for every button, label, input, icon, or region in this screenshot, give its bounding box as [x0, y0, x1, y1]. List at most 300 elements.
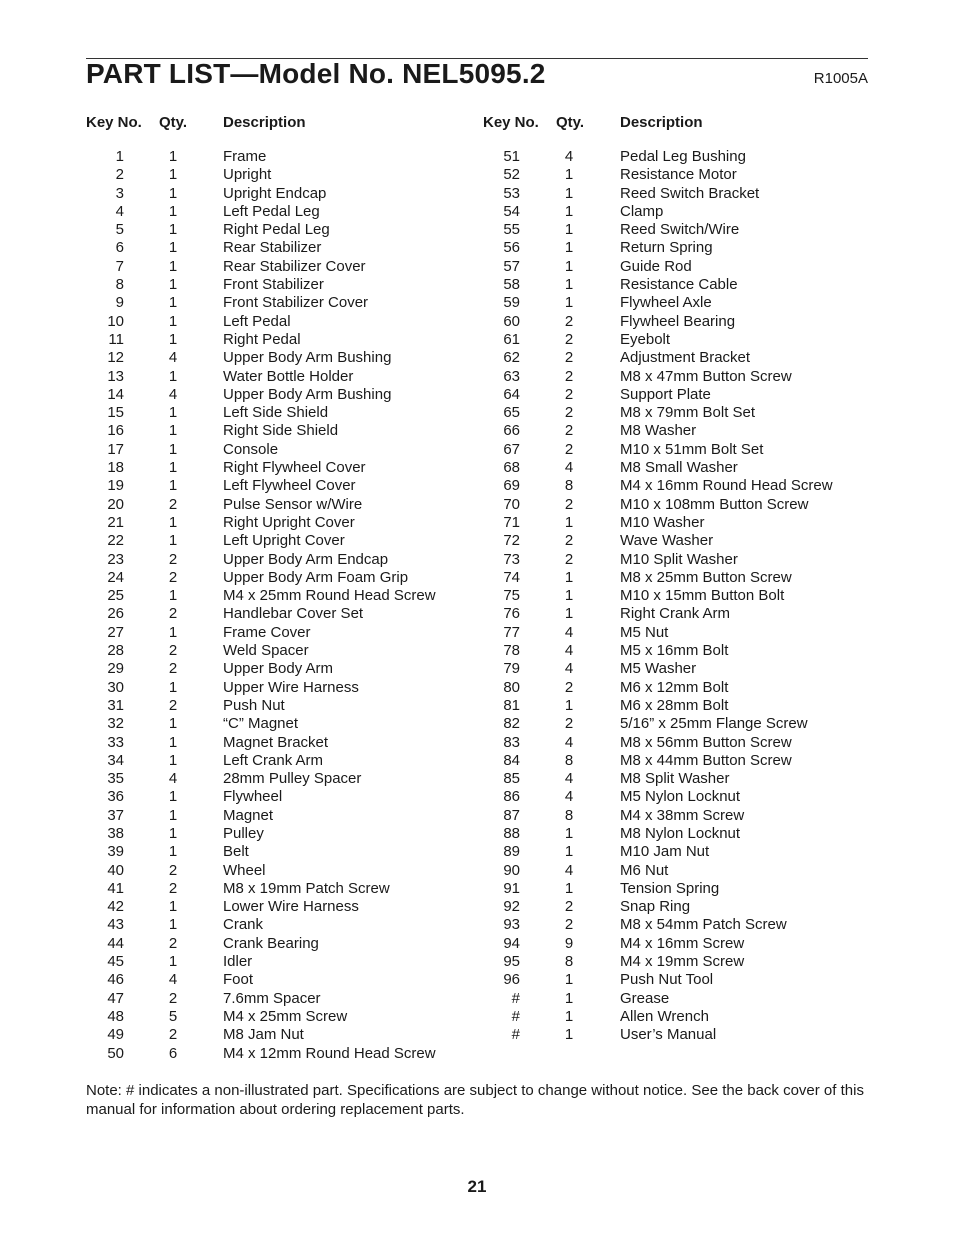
quantity: 1 — [564, 843, 574, 861]
part-description: Reed Switch Bracket — [620, 184, 760, 202]
key-number: 8 — [115, 276, 124, 294]
quantity: 2 — [564, 312, 574, 330]
key-number: 87 — [503, 806, 520, 824]
part-description: Weld Spacer — [223, 642, 309, 660]
part-description: Belt — [223, 843, 249, 861]
key-number: 90 — [503, 861, 520, 879]
part-description: Upper Body Arm Foam Grip — [223, 568, 409, 586]
quantity: 1 — [564, 276, 574, 294]
key-number: 68 — [503, 459, 520, 477]
quantity: 1 — [564, 879, 574, 897]
key-number: 9 — [115, 294, 124, 312]
key-number: 7 — [115, 257, 124, 275]
quantity: 1 — [168, 678, 178, 696]
part-description: Clamp — [620, 202, 664, 220]
key-number: 84 — [503, 751, 520, 769]
part-description: M8 Nylon Locknut — [620, 824, 741, 842]
key-number: 37 — [107, 806, 124, 824]
part-description: Resistance Cable — [620, 276, 738, 294]
key-number: 65 — [503, 404, 520, 422]
quantity: 4 — [564, 770, 574, 788]
part-description: Magnet — [223, 806, 274, 824]
part-description: Right Pedal Leg — [223, 221, 330, 239]
key-number: 21 — [107, 513, 124, 531]
part-description: Left Upright Cover — [223, 532, 345, 550]
key-number: 61 — [503, 330, 520, 348]
part-description: M10 Jam Nut — [620, 843, 710, 861]
part-description: Front Stabilizer Cover — [223, 294, 369, 312]
quantity: 2 — [168, 605, 178, 623]
quantity: 1 — [168, 166, 178, 184]
quantity: 2 — [168, 696, 178, 714]
quantity: 1 — [168, 513, 178, 531]
quantity: 1 — [168, 330, 178, 348]
key-number: 23 — [107, 550, 124, 568]
quantity: 1 — [168, 587, 178, 605]
key-number: 95 — [503, 953, 520, 971]
part-description: M8 Washer — [620, 422, 697, 440]
quantity: 1 — [168, 367, 178, 385]
part-description: M10 x 51mm Bolt Set — [620, 440, 764, 458]
part-description: Reed Switch/Wire — [620, 221, 740, 239]
document-code: R1005A — [813, 70, 868, 87]
key-number: 76 — [503, 605, 520, 623]
part-description: M6 Nut — [620, 861, 669, 879]
quantity: 1 — [168, 422, 178, 440]
key-number: 27 — [107, 623, 124, 641]
part-description: M4 x 25mm Screw — [223, 1007, 348, 1025]
part-description: Allen Wrench — [620, 1007, 709, 1025]
part-description: M10 x 15mm Button Bolt — [620, 587, 785, 605]
quantity: 1 — [168, 715, 178, 733]
quantity: 4 — [168, 971, 178, 989]
quantity: 2 — [564, 404, 574, 422]
quantity: 6 — [168, 1044, 178, 1062]
quantity: 2 — [168, 879, 178, 897]
part-description: Flywheel Bearing — [620, 312, 736, 330]
part-description: Frame Cover — [223, 623, 311, 641]
key-number: 40 — [107, 861, 124, 879]
part-description: 28mm Pulley Spacer — [223, 770, 362, 788]
key-number: 67 — [503, 440, 520, 458]
quantity: 9 — [564, 934, 574, 952]
quantity: 2 — [168, 934, 178, 952]
part-description: Wheel — [223, 861, 266, 879]
part-description: Water Bottle Holder — [223, 367, 354, 385]
part-description: Foot — [223, 971, 254, 989]
quantity: 2 — [564, 330, 574, 348]
key-number: 50 — [107, 1044, 124, 1062]
part-description: Crank — [223, 916, 264, 934]
key-number: 3 — [115, 184, 124, 202]
part-description: M4 x 19mm Screw — [620, 953, 745, 971]
quantity: 2 — [564, 440, 574, 458]
quantity: 1 — [564, 1026, 574, 1044]
part-description: Adjustment Bracket — [620, 349, 751, 367]
part-description: Idler — [223, 953, 253, 971]
part-description: Upright Endcap — [223, 184, 327, 202]
key-number: 43 — [107, 916, 124, 934]
key-number: 35 — [107, 770, 124, 788]
part-description: Pulley — [223, 824, 264, 842]
part-description: Upper Body Arm Bushing — [223, 385, 392, 403]
quantity: 1 — [564, 696, 574, 714]
key-number: 83 — [503, 733, 520, 751]
quantity: 8 — [564, 806, 574, 824]
key-number: 77 — [503, 623, 520, 641]
part-description: Return Spring — [620, 239, 713, 257]
key-number: 54 — [503, 202, 520, 220]
key-number: 79 — [503, 660, 520, 678]
part-description: M4 x 25mm Round Head Screw — [223, 587, 436, 605]
quantity: 4 — [564, 642, 574, 660]
key-number: 53 — [503, 184, 520, 202]
part-description: Tension Spring — [620, 879, 720, 897]
key-number: 60 — [503, 312, 520, 330]
quantity: 2 — [168, 568, 178, 586]
quantity: 1 — [564, 587, 574, 605]
part-description: Support Plate — [620, 385, 711, 403]
part-description: M8 Split Washer — [620, 770, 730, 788]
page-title: PART LIST—Model No. NEL5095.2 — [86, 58, 546, 89]
part-description: Pedal Leg Bushing — [620, 148, 746, 165]
quantity: 1 — [168, 953, 178, 971]
part-description: Wave Washer — [620, 532, 714, 550]
part-description: M8 x 79mm Bolt Set — [620, 404, 756, 422]
part-description: M4 x 16mm Round Head Screw — [620, 477, 833, 495]
part-description: Magnet Bracket — [223, 733, 329, 751]
key-number: 26 — [107, 605, 124, 623]
key-number: 24 — [107, 568, 124, 586]
part-description: M8 x 19mm Patch Screw — [223, 879, 390, 897]
part-description: M4 x 16mm Screw — [620, 934, 745, 952]
key-number: 5 — [115, 221, 124, 239]
quantity: 1 — [168, 623, 178, 641]
key-number: 25 — [107, 587, 124, 605]
key-number: 85 — [503, 770, 520, 788]
quantity: 4 — [168, 349, 178, 367]
quantity: 1 — [168, 733, 178, 751]
key-number: 36 — [107, 788, 124, 806]
quantity: 1 — [168, 843, 178, 861]
quantity: 4 — [564, 623, 574, 641]
part-description: Crank Bearing — [223, 934, 319, 952]
key-number: 66 — [503, 422, 520, 440]
key-header: Key No. — [483, 114, 539, 131]
key-number: 88 — [503, 824, 520, 842]
quantity: 1 — [564, 513, 574, 531]
part-description: M8 x 47mm Button Screw — [620, 367, 792, 385]
quantity: 2 — [564, 422, 574, 440]
quantity: 1 — [564, 824, 574, 842]
key-number: 89 — [503, 843, 520, 861]
key-number: 59 — [503, 294, 520, 312]
part-description: Right Pedal — [223, 330, 301, 348]
key-number: 91 — [503, 879, 520, 897]
part-description: M8 x 54mm Patch Screw — [620, 916, 787, 934]
part-description: Rear Stabilizer — [223, 239, 322, 257]
part-description: M5 Washer — [620, 660, 697, 678]
quantity: 2 — [564, 550, 574, 568]
key-number: 47 — [107, 989, 124, 1007]
quantity: 2 — [564, 715, 574, 733]
quantity: 8 — [564, 953, 574, 971]
part-description: Upper Body Arm — [223, 660, 334, 678]
key-number: 30 — [107, 678, 124, 696]
key-number: 62 — [503, 349, 520, 367]
part-description: Handlebar Cover Set — [223, 605, 364, 623]
description-header: Description — [620, 114, 703, 131]
part-description: M5 Nylon Locknut — [620, 788, 741, 806]
key-number: 11 — [108, 330, 124, 348]
key-number: 2 — [115, 166, 124, 184]
quantity: 4 — [564, 733, 574, 751]
key-number: # — [511, 1007, 520, 1025]
part-description: Left Flywheel Cover — [223, 477, 356, 495]
part-description: Flywheel Axle — [620, 294, 712, 312]
key-number: 96 — [503, 971, 520, 989]
quantity: 1 — [168, 477, 178, 495]
quantity: 2 — [564, 678, 574, 696]
part-description: 5/16” x 25mm Flange Screw — [620, 715, 808, 733]
key-number: 48 — [107, 1007, 124, 1025]
quantity: 1 — [168, 294, 178, 312]
key-number: 18 — [107, 459, 124, 477]
part-description: Snap Ring — [620, 898, 691, 916]
key-number: 49 — [107, 1026, 124, 1044]
part-description: M8 Jam Nut — [223, 1026, 304, 1044]
key-number: 32 — [107, 715, 124, 733]
key-number: 75 — [503, 587, 520, 605]
part-description: Right Side Shield — [223, 422, 339, 440]
part-description: M5 x 16mm Bolt — [620, 642, 729, 660]
key-number: 73 — [503, 550, 520, 568]
quantity: 4 — [564, 459, 574, 477]
quantity: 1 — [168, 184, 178, 202]
part-description: M10 x 108mm Button Screw — [620, 495, 809, 513]
part-description: Left Crank Arm — [223, 751, 324, 769]
key-number: 31 — [107, 696, 124, 714]
quantity: 2 — [168, 642, 178, 660]
part-description: Left Pedal — [223, 312, 291, 330]
key-number: # — [511, 1026, 520, 1044]
key-number: 12 — [107, 349, 124, 367]
key-number: 20 — [107, 495, 124, 513]
quantity: 1 — [168, 257, 178, 275]
part-description: Right Upright Cover — [223, 513, 355, 531]
key-number: 22 — [107, 532, 124, 550]
key-number: 81 — [503, 696, 520, 714]
key-number: 38 — [107, 824, 124, 842]
key-number: 93 — [503, 916, 520, 934]
key-number: 39 — [107, 843, 124, 861]
quantity: 2 — [168, 660, 178, 678]
key-number: 80 — [503, 678, 520, 696]
quantity: 1 — [168, 440, 178, 458]
part-description: Eyebolt — [620, 330, 671, 348]
quantity: 8 — [564, 477, 574, 495]
key-number: 13 — [107, 367, 124, 385]
quantity: 8 — [564, 751, 574, 769]
quantity: 1 — [564, 294, 574, 312]
key-number: 63 — [503, 367, 520, 385]
key-number: 41 — [107, 879, 124, 897]
quantity: 2 — [564, 916, 574, 934]
key-number: 33 — [107, 733, 124, 751]
part-description: Frame — [223, 148, 267, 165]
part-description: Rear Stabilizer Cover — [223, 257, 366, 275]
part-description: Flywheel — [223, 788, 283, 806]
quantity: 4 — [564, 788, 574, 806]
quantity: 2 — [564, 532, 574, 550]
part-description: M6 x 12mm Bolt — [620, 678, 729, 696]
key-number: 55 — [503, 221, 520, 239]
quantity: 1 — [168, 824, 178, 842]
quantity: 1 — [564, 166, 574, 184]
key-number: 57 — [503, 257, 520, 275]
quantity: 4 — [168, 385, 178, 403]
key-number: 19 — [107, 477, 124, 495]
part-description: M5 Nut — [620, 623, 669, 641]
quantity: 2 — [168, 495, 178, 513]
quantity: 5 — [168, 1007, 178, 1025]
quantity: 4 — [564, 861, 574, 879]
key-number: 82 — [503, 715, 520, 733]
quantity: 1 — [168, 459, 178, 477]
key-number: 10 — [107, 312, 124, 330]
key-number: 4 — [115, 202, 124, 220]
page-number: 21 — [467, 1177, 487, 1196]
part-description: M10 Split Washer — [620, 550, 738, 568]
part-description: Push Nut — [223, 696, 285, 714]
key-number: 70 — [503, 495, 520, 513]
part-description: Lower Wire Harness — [223, 898, 359, 916]
quantity: 2 — [564, 898, 574, 916]
part-description: Front Stabilizer — [223, 276, 324, 294]
quantity: 2 — [564, 349, 574, 367]
key-number: 16 — [107, 422, 124, 440]
part-description: M8 x 44mm Button Screw — [620, 751, 792, 769]
part-description: Left Pedal Leg — [223, 202, 320, 220]
footnote: Note: # indicates a non-illustrated part. Specifications are subject to change without notice. See the back cover of this manual for information about ordering replacement parts. — [86, 1082, 864, 1118]
key-number: 74 — [503, 568, 520, 586]
qty-header: Qty. — [159, 114, 188, 131]
part-description: M4 x 12mm Round Head Screw — [223, 1044, 436, 1062]
part-description: Console — [223, 440, 279, 458]
key-number: 51 — [503, 148, 520, 165]
key-header: Key No. — [86, 114, 142, 131]
quantity: 2 — [564, 385, 574, 403]
quantity: 1 — [168, 751, 178, 769]
part-description: Push Nut Tool — [620, 971, 714, 989]
key-number: 72 — [503, 532, 520, 550]
part-description: M4 x 38mm Screw — [620, 806, 745, 824]
key-number: 1 — [115, 148, 124, 165]
quantity: 1 — [564, 184, 574, 202]
key-number: 52 — [503, 166, 520, 184]
quantity: 2 — [168, 989, 178, 1007]
quantity: 1 — [168, 221, 178, 239]
key-number: 86 — [503, 788, 520, 806]
part-description: Upper Body Arm Endcap — [223, 550, 389, 568]
key-number: 64 — [503, 385, 520, 403]
quantity: 1 — [564, 257, 574, 275]
quantity: 2 — [168, 861, 178, 879]
key-number: 46 — [107, 971, 124, 989]
part-description: Pulse Sensor w/Wire — [223, 495, 363, 513]
quantity: 4 — [564, 660, 574, 678]
part-description: User’s Manual — [620, 1026, 717, 1044]
part-description: Resistance Motor — [620, 166, 737, 184]
quantity: 2 — [168, 550, 178, 568]
quantity: 1 — [564, 202, 574, 220]
quantity: 2 — [564, 495, 574, 513]
description-header: Description — [223, 114, 306, 131]
part-description: Grease — [620, 989, 670, 1007]
quantity: 1 — [168, 148, 178, 165]
key-number: 42 — [107, 898, 124, 916]
quantity: 1 — [564, 221, 574, 239]
quantity: 1 — [564, 971, 574, 989]
quantity: 1 — [564, 989, 574, 1007]
quantity: 4 — [564, 148, 574, 165]
key-number: 69 — [503, 477, 520, 495]
quantity: 1 — [564, 1007, 574, 1025]
quantity: 1 — [168, 898, 178, 916]
part-description: “C” Magnet — [223, 715, 299, 733]
key-number: 56 — [503, 239, 520, 257]
key-number: 15 — [107, 404, 124, 422]
part-description: Right Flywheel Cover — [223, 459, 366, 477]
key-number: 78 — [503, 642, 520, 660]
part-description: M8 x 25mm Button Screw — [620, 568, 792, 586]
quantity: 1 — [168, 806, 178, 824]
key-number: 71 — [503, 513, 520, 531]
part-description: Left Side Shield — [223, 404, 329, 422]
quantity: 1 — [168, 312, 178, 330]
quantity: 2 — [564, 367, 574, 385]
quantity: 1 — [168, 202, 178, 220]
key-number: 94 — [503, 934, 520, 952]
part-description: M8 x 56mm Button Screw — [620, 733, 792, 751]
key-number: 44 — [107, 934, 124, 952]
quantity: 1 — [168, 788, 178, 806]
key-number: 92 — [503, 898, 520, 916]
part-description: Upper Wire Harness — [223, 678, 359, 696]
part-description: M10 Washer — [620, 513, 705, 531]
quantity: 1 — [564, 239, 574, 257]
quantity: 1 — [168, 239, 178, 257]
key-number: 6 — [115, 239, 124, 257]
key-number: 28 — [107, 642, 124, 660]
quantity: 1 — [168, 404, 178, 422]
part-description: Guide Rod — [620, 257, 692, 275]
key-number: 34 — [107, 751, 124, 769]
key-number: 45 — [107, 953, 124, 971]
key-number: 17 — [107, 440, 124, 458]
quantity: 1 — [564, 605, 574, 623]
part-description: Right Crank Arm — [620, 605, 731, 623]
quantity: 4 — [168, 770, 178, 788]
quantity: 1 — [168, 532, 178, 550]
key-number: # — [511, 989, 520, 1007]
key-number: 58 — [503, 276, 520, 294]
quantity: 1 — [564, 568, 574, 586]
part-description: 7.6mm Spacer — [223, 989, 321, 1007]
part-description: Upright — [223, 166, 272, 184]
part-description: Upper Body Arm Bushing — [223, 349, 392, 367]
part-description: M8 Small Washer — [620, 459, 738, 477]
